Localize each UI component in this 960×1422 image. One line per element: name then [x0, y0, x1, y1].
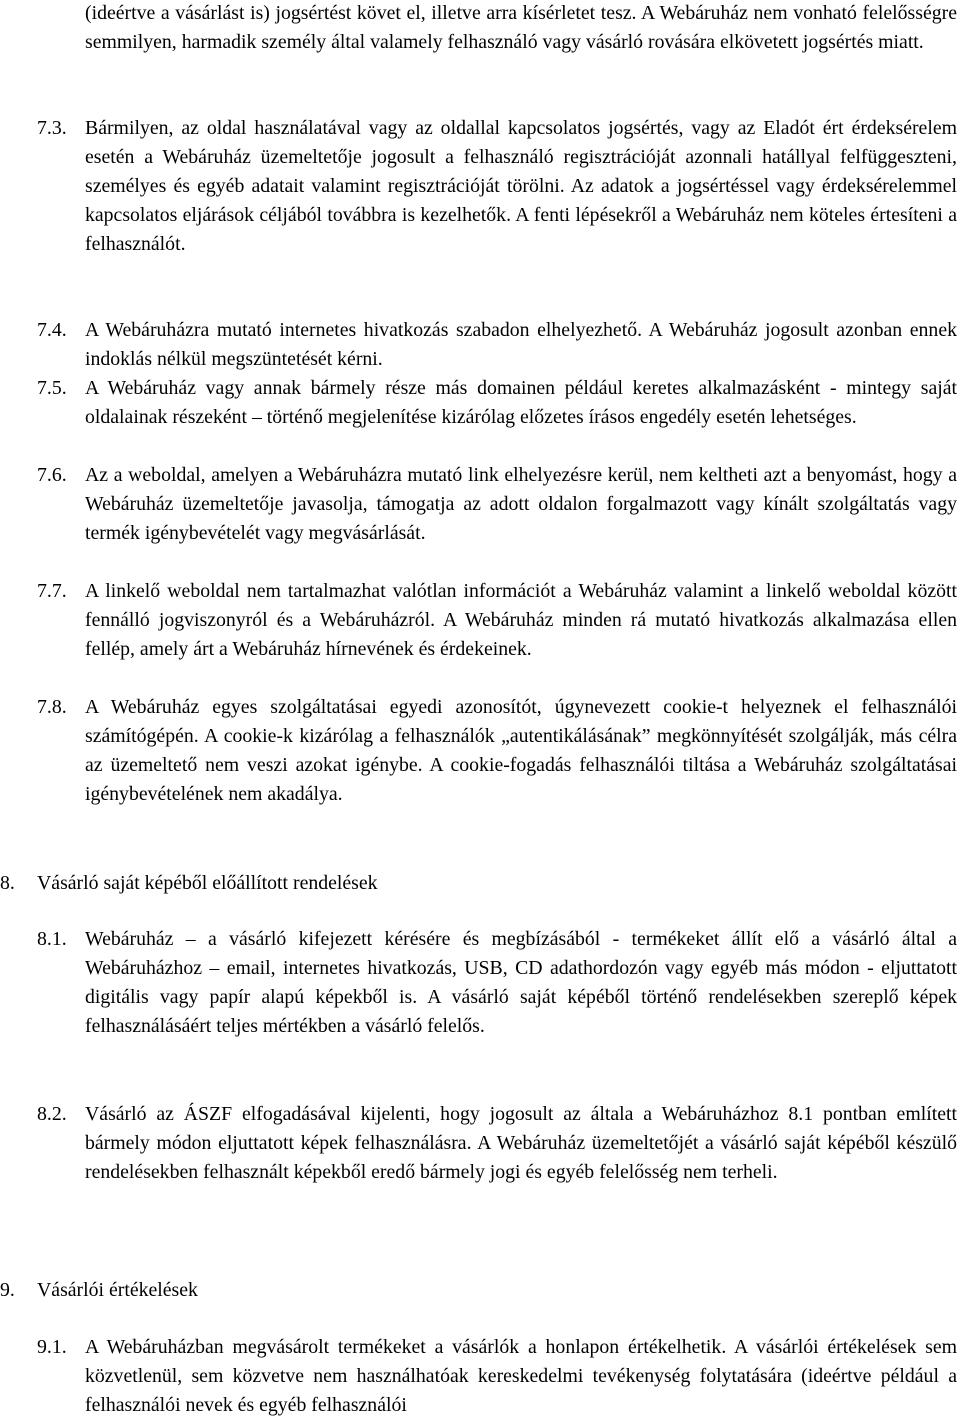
clause-text: Vásárló az ÁSZF elfogadásával kijelenti, hogy jogosult az általa a Webáruházhoz 8.1 pontban említett bármely módon eljuttatott képek felhasználásra. A Webáruház üzemeltetőjét a vásárló saját képéből készülő rendelésekben felhasznált képekből eredő bármely jogi és egyéb felelősség nem terheli. — [85, 1103, 957, 1183]
clause-text: A Webáruház egyes szolgáltatásai egyedi azonosítót, úgynevezett cookie-t helyeznek el felhasználói számítógépén. A cookie-k kizárólag a felhasználók „autentikálásának” megkönnyítését szolgálják, más célra az üzemeltető nem veszi azokat igénybe. A cookie-fogadás felhasználói tiltása a Webáruház szolgáltatásai igénybevételének nem akadálya. — [85, 696, 957, 805]
section-number: 8. — [0, 872, 15, 894]
clause-number: 8.2. — [37, 1103, 67, 1125]
clause-text: Webáruház – a vásárló kifejezett kérésére és megbízásából - termékeket állít elő a vásárló által a Webáruházhoz – email, internetes hivatkozás, USB, CD adathordozón vagy egyéb más módon - eljuttatott digitális vagy papír alapú képekből is. A vásárló saját képéből történő rendelésekben szereplő képek felhasználásáért teljes mértékben a vásárló felelős. — [85, 928, 957, 1037]
clause-number: 7.7. — [37, 580, 67, 602]
clause-number: 7.5. — [37, 377, 67, 399]
clause-number: 7.6. — [37, 464, 67, 486]
clause-number: 7.8. — [37, 696, 67, 718]
clause-number: 8.1. — [37, 928, 67, 950]
section-title: Vásárló saját képéből előállított rendelések — [37, 872, 378, 894]
clause-number: 7.4. — [37, 319, 67, 341]
section-number: 9. — [0, 1279, 15, 1301]
clause-text: Az a weboldal, amelyen a Webáruházra mutató link elhelyezésre kerül, nem keltheti azt a benyomást, hogy a Webáruház üzemeltetője javasolja, támogatja az adott oldalon forgalmazott vagy kínált szolgáltatás vagy termék igénybevételét vagy megvásárlását. — [85, 464, 957, 544]
clause-text: A Webáruház vagy annak bármely része más domainen például keretes alkalmazásként - mintegy saját oldalainak részeként – történő megjelenítése kizárólag előzetes írásos engedély esetén lehetséges. — [85, 377, 957, 428]
intro-paragraph: (ideértve a vásárlást is) jogsértést követ el, illetve arra kísérletet tesz. A Webáruház nem vonható felelősségre semmilyen, harmadik személy által valamely felhasználó vagy vásárló rovására elkövetett jogsértés miatt. — [85, 2, 957, 53]
clause-number: 7.3. — [37, 117, 67, 139]
clause-text: A Webáruházban megvásárolt termékeket a vásárlók a honlapon értékelhetik. A vásárlói értékelések sem közvetlenül, sem közvetve nem használhatóak kereskedelmi tevékenység folytatására (ideértve például a felhasználói nevek és egyéb felhasználói — [85, 1336, 957, 1416]
section-title: Vásárlói értékelések — [37, 1279, 198, 1301]
clause-text: Bármilyen, az oldal használatával vagy az oldallal kapcsolatos jogsértés, vagy az Eladót ért érdeksérelem esetén a Webáruház üzemeltetője jogosult a felhasználó regisztrációját azonnali hatállyal felfüggeszteni, személyes és egyéb adatait valamint regisztrációját törölni. Az adatok a jogsértéssel vagy érdeksérelemmel kapcsolatos eljárások céljából továbbra is kezelhetők. A fenti lépésekről a Webáruház nem köteles értesíteni a felhasználót. — [85, 117, 957, 255]
clause-text: A linkelő weboldal nem tartalmazhat valótlan információt a Webáruház valamint a linkelő weboldal között fennálló jogviszonyról és a Webáruházról. A Webáruház minden rá mutató hivatkozás alkalmazása ellen fellép, amely árt a Webáruház hírnevének és érdekeinek. — [85, 580, 957, 660]
clause-number: 9.1. — [37, 1336, 67, 1358]
clause-text: A Webáruházra mutató internetes hivatkozás szabadon elhelyezhető. A Webáruház jogosult azonban ennek indoklás nélkül megszüntetését kérni. — [85, 319, 957, 370]
